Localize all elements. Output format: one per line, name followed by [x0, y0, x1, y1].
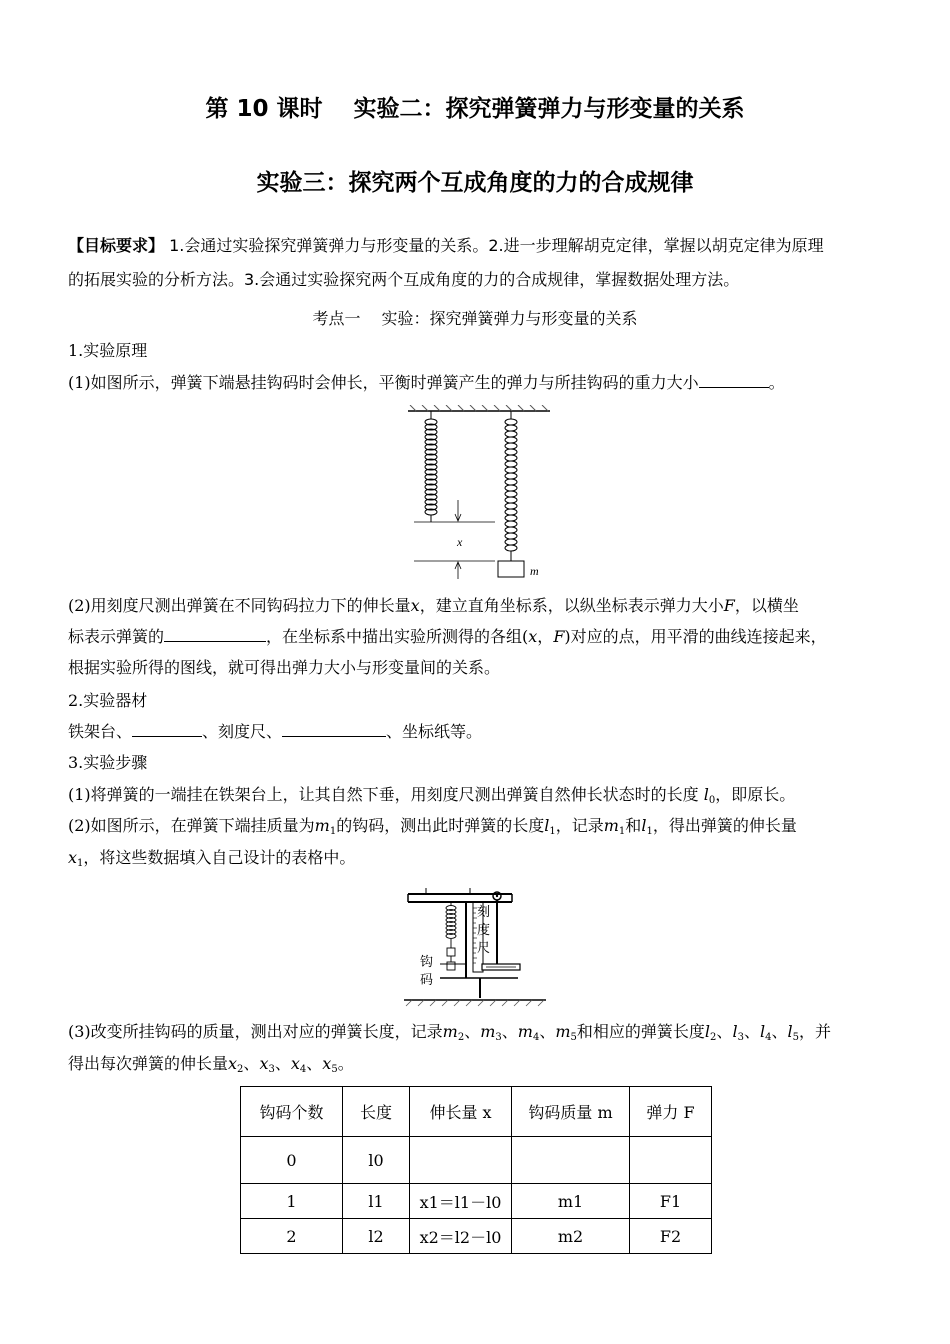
answer-blank	[282, 720, 386, 737]
fig1-label-m: m	[530, 564, 539, 578]
table-row	[241, 1219, 712, 1254]
table-header: 伸长量 x	[410, 1087, 512, 1137]
table-cell: x1＝l1－l0	[410, 1184, 512, 1219]
s1-p2-text-a: (2)用刻度尺测出弹簧在不同钩码拉力下的伸长量	[68, 596, 411, 615]
s1-p1-end: 。	[768, 373, 785, 392]
s1-p2-text-a2: ，建立直角坐标系，以纵坐标表示弹力大小	[419, 596, 724, 615]
table-cell: l1	[343, 1184, 410, 1219]
iron-stand-figure	[400, 882, 550, 1010]
separator: 、	[274, 1054, 291, 1073]
table-header-row	[241, 1087, 712, 1137]
table-cell: F2	[630, 1219, 712, 1254]
separator: 、	[743, 1022, 760, 1041]
s3-p2-text-c: ，记录	[555, 816, 604, 835]
s3-p2-text-b: 的钩码，测出此时弹簧的长度	[336, 816, 545, 835]
var-f: F	[723, 596, 735, 615]
table-header: 钩码个数	[241, 1087, 343, 1137]
s3-p2-text-f: ，将这些数据填入自己设计的表格中。	[83, 848, 356, 867]
s1-heading: 1.实验原理	[68, 341, 148, 360]
s3-p1: (1)将弹簧的一端挂在铁架台上，让其自然下垂，用刻度尺测出弹簧自然伸长状态时的长度 $l_0$，即原长。	[68, 785, 796, 806]
goal-tag: 【目标要求】	[68, 236, 165, 255]
table-cell: x2＝l2－l0	[410, 1219, 512, 1254]
data-table	[240, 1086, 712, 1254]
table-row	[241, 1184, 712, 1219]
var-x: x	[528, 627, 538, 646]
s3-p3: (3)改变所挂钩码的质量，测出对应的弹簧长度，记录$m_2$、$m_3$、$m_4$、$m_5$和相应的弹簧长度$l_2$、$l_3$、$l_4$、$l_5$，并 得出每次弹簧的伸长量$x_2$、$x_3$、$x_4$、$x_5$。	[68, 1022, 831, 1075]
page-title: 第 10 课时 实验二：探究弹簧弹力与形变量的关系	[205, 96, 745, 122]
table-cell: F1	[630, 1184, 712, 1219]
table-cell: 2	[241, 1219, 343, 1254]
ruler-label-3: 尺	[477, 941, 491, 956]
separator: 、	[501, 1022, 518, 1041]
answer-blank	[699, 371, 769, 388]
spring-figure-1	[400, 405, 560, 581]
weight-label-1: 钩	[420, 955, 434, 970]
separator: 、	[771, 1022, 788, 1041]
table-header: 长度	[343, 1087, 410, 1137]
separator: 、	[716, 1022, 733, 1041]
s1-p2-text-b: 标表示弹簧的	[68, 627, 165, 646]
table-cell: m1	[512, 1184, 630, 1219]
table-cell: m2	[512, 1219, 630, 1254]
s3-p2-text-d: 和	[625, 816, 642, 835]
table-cell: 0	[241, 1137, 343, 1184]
s3-p1-text-b: ，即原长。	[715, 785, 796, 804]
table-cell	[630, 1137, 712, 1184]
separator: 、	[464, 1022, 481, 1041]
s3-p2: (2)如图所示，在弹簧下端挂质量为$m_1$的钩码，测出此时弹簧的长度$l_1$，记录$m_1$和$l_1$，得出弹簧的伸长量 $x_1$，将这些数据填入自己设计的表格中。	[68, 816, 797, 869]
s2-materials	[68, 715, 888, 749]
var-l: l	[703, 785, 709, 804]
s2-text-c: 、坐标纸等。	[386, 722, 483, 741]
s1-p2	[68, 590, 888, 683]
s3-p3-text-b: 和相应的弹簧长度	[576, 1022, 705, 1041]
s3-p3-text-c: ，并	[798, 1022, 831, 1041]
s3-p3-text-a: (3)改变所挂钩码的质量，测出对应的弹簧长度，记录	[68, 1022, 443, 1041]
var-x: x	[410, 596, 420, 615]
table-header: 钩码质量 m	[512, 1087, 630, 1137]
ruler-label-1: 刻	[477, 905, 491, 920]
table-header: 弹力 F	[630, 1087, 712, 1137]
s3-p3-text-d: 得出每次弹簧的伸长量	[68, 1054, 229, 1073]
s1-p1	[68, 366, 888, 400]
table-cell: l0	[343, 1137, 410, 1184]
s1-p2-text-b2: ，在坐标系中描出实验所测得的各组(	[266, 627, 529, 646]
s3-p2-text-e: ，得出弹簧的伸长量	[652, 816, 797, 835]
fig1-label-x: x	[457, 535, 463, 549]
page-subtitle: 实验三：探究两个互成角度的力的合成规律	[256, 170, 694, 196]
separator: 、	[306, 1054, 323, 1073]
ruler-label-2: 度	[477, 923, 491, 938]
separator: 、	[539, 1022, 556, 1041]
weight-label-2: 码	[420, 973, 434, 988]
table-cell: l2	[343, 1219, 410, 1254]
table-cell	[410, 1137, 512, 1184]
s1-p2-text-a3: ，以横坐	[734, 596, 799, 615]
var-f: F	[553, 627, 565, 646]
goal-paragraph	[68, 229, 888, 297]
s3-p3-text-e: 。	[337, 1054, 354, 1073]
goal-text-a: 1.会通过实验探究弹簧弹力与形变量的关系。2.进一步理解胡克定律，掌握以胡克定律为原理	[164, 236, 824, 255]
table-row	[241, 1137, 712, 1184]
s3-heading: 3.实验步骤	[68, 753, 148, 772]
goal-text-b: 的拓展实验的分析方法。3.会通过实验探究两个互成角度的力的合成规律，掌握数据处理方法。	[68, 270, 740, 289]
answer-blank	[164, 625, 266, 642]
s2-text-a: 铁架台、	[68, 722, 133, 741]
s3-p2-text-a: (2)如图所示，在弹簧下端挂质量为	[68, 816, 315, 835]
s1-p1-text: (1)如图所示，弹簧下端悬挂钩码时会伸长，平衡时弹簧产生的弹力与所挂钩码的重力大小	[68, 373, 699, 392]
separator: 、	[243, 1054, 260, 1073]
answer-blank	[132, 720, 202, 737]
table-cell: 1	[241, 1184, 343, 1219]
s2-heading: 2.实验器材	[68, 691, 148, 710]
table-cell	[512, 1137, 630, 1184]
s3-p1-text-a: (1)将弹簧的一端挂在铁架台上，让其自然下垂，用刻度尺测出弹簧自然伸长状态时的长度	[68, 785, 704, 804]
s1-p2-text-c: 根据实验所得的图线，就可得出弹力大小与形变量间的关系。	[68, 658, 501, 677]
s1-p2-text-b3: )对应的点，用平滑的曲线连接起来，	[564, 627, 827, 646]
s2-text-b: 、刻度尺、	[202, 722, 283, 741]
section-heading: 考点一 实验：探究弹簧弹力与形变量的关系	[312, 309, 638, 328]
separator: ，	[537, 627, 554, 646]
